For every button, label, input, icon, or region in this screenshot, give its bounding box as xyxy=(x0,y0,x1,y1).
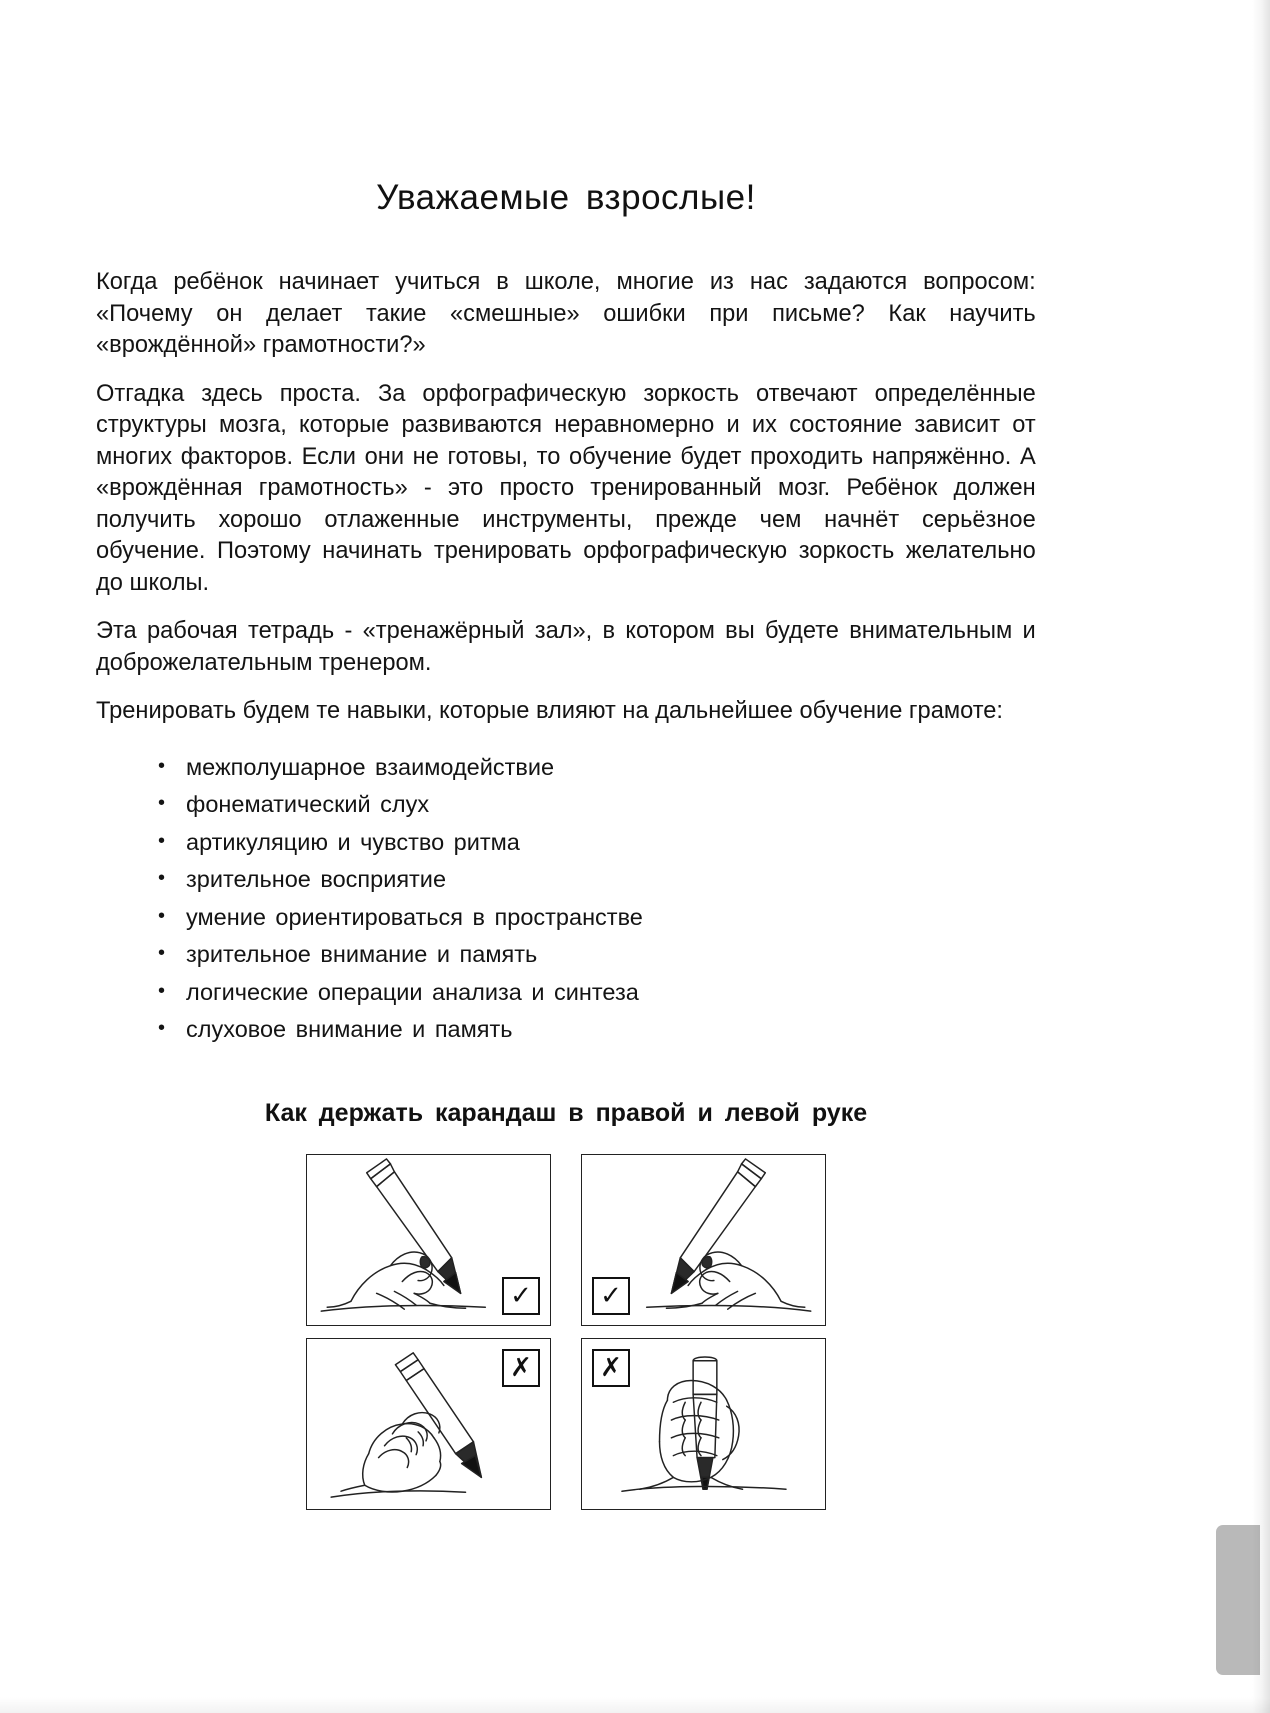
list-item: • умение ориентироваться в пространстве xyxy=(158,899,1036,937)
figure-left-hand-correct xyxy=(581,1154,826,1326)
page-edge-shadow-right xyxy=(1252,0,1270,1713)
list-item: • зрительное внимание и память xyxy=(158,936,1036,974)
page-edge-shadow-bottom xyxy=(0,1697,1270,1713)
page-edge-tab xyxy=(1216,1525,1260,1675)
list-item: • фонематический слух xyxy=(158,786,1036,824)
paragraph-explanation: Отгадка здесь проста. За орфографическую зоркость отвечают определённые структуры мозга, которые развиваются неравномерно и их состояние зависит от многих факторов. Если они не готовы, то обучение будет проходить напряжённо. А «врождённая грамотность» - это просто тренированный мозг. Ребёнок должен получить хорошо отлаженные инструменты, прежде чем начнёт серьёзное обучение. Поэтому начинать тренировать орфографическую зоркость желательно до школы. xyxy=(96,379,1036,596)
list-item: • логические операции анализа и синтеза xyxy=(158,974,1036,1012)
page-title: Уважаемые взрослые! xyxy=(376,178,756,217)
paragraph-intro: Когда ребёнок начинает учиться в школе, многие из нас задаются вопросом: «Почему он делает такие «смешные» ошибки при письме? Как научить «врождённой» грамотности?» xyxy=(96,268,1036,358)
list-item: • зрительное восприятие xyxy=(158,861,1036,899)
skills-list xyxy=(96,749,1036,1049)
figure-right-hand-correct xyxy=(306,1154,551,1326)
figure-right-hand-incorrect xyxy=(306,1338,551,1510)
list-item: • слуховое внимание и память xyxy=(158,1011,1036,1049)
page-content xyxy=(96,178,1036,1510)
list-item: • межполушарное взаимодействие xyxy=(158,749,1036,787)
cross-mark-badge: ✗ xyxy=(502,1349,540,1387)
paragraph-skills-lead: Тренировать будем те навыки, которые влияют на дальнейшее обучение грамоте: xyxy=(96,697,1004,724)
paragraph-workbook: Эта рабочая тетрадь - «тренажёрный зал», в котором вы будете внимательным и доброжелательным тренером. xyxy=(96,617,1036,676)
check-mark-badge: ✓ xyxy=(502,1277,540,1315)
check-mark-badge: ✓ xyxy=(592,1277,630,1315)
pencil-grip-figure-grid xyxy=(306,1154,826,1510)
cross-mark-badge: ✗ xyxy=(592,1349,630,1387)
figure-left-hand-incorrect xyxy=(581,1338,826,1510)
figure-section-heading: Как держать карандаш в правой и левой руке xyxy=(264,1098,868,1127)
list-item: • артикуляцию и чувство ритма xyxy=(158,824,1036,862)
